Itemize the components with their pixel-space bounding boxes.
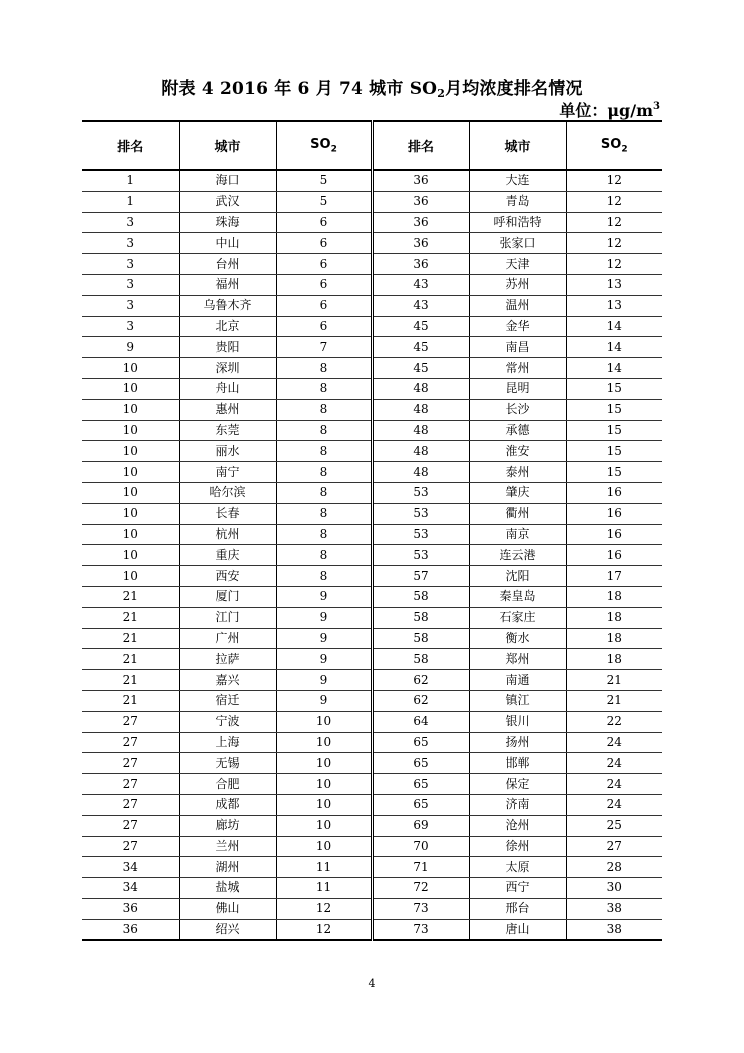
city-left-cell: 丽水	[179, 441, 276, 462]
table-row	[82, 628, 662, 649]
rank-left-cell: 27	[82, 794, 179, 815]
so2-left-cell: 10	[276, 753, 372, 774]
rank-right-cell: 48	[372, 399, 469, 420]
rank-left-cell: 27	[82, 732, 179, 753]
table-row	[82, 524, 662, 545]
so2-left-cell: 8	[276, 503, 372, 524]
so2-left-cell: 9	[276, 607, 372, 628]
city-right-cell: 长沙	[469, 399, 566, 420]
city-right-cell: 衢州	[469, 503, 566, 524]
table-row	[82, 274, 662, 295]
city-right-cell: 大连	[469, 170, 566, 191]
so2-right-cell: 24	[566, 774, 662, 795]
city-right-cell: 承德	[469, 420, 566, 441]
so2-right-cell: 17	[566, 566, 662, 587]
city-left-cell: 西安	[179, 566, 276, 587]
table-row	[82, 857, 662, 878]
table-row	[82, 212, 662, 233]
so2-right-cell: 15	[566, 378, 662, 399]
city-right-cell: 昆明	[469, 378, 566, 399]
so2-right-cell: 12	[566, 191, 662, 212]
so2-left-cell: 7	[276, 337, 372, 358]
city-right-cell: 淮安	[469, 441, 566, 462]
rank-left-cell: 10	[82, 462, 179, 483]
so2-right-cell: 14	[566, 337, 662, 358]
city-right-cell: 常州	[469, 358, 566, 379]
city-left-cell: 武汉	[179, 191, 276, 212]
table-row	[82, 794, 662, 815]
city-left-cell: 台州	[179, 254, 276, 275]
city-right-cell: 衡水	[469, 628, 566, 649]
rank-left-cell: 27	[82, 836, 179, 857]
rank-right-cell: 58	[372, 586, 469, 607]
so2-left-cell: 9	[276, 628, 372, 649]
city-left-cell: 珠海	[179, 212, 276, 233]
table-row	[82, 254, 662, 275]
city-left-cell: 拉萨	[179, 649, 276, 670]
city-right-cell: 青岛	[469, 191, 566, 212]
rank-left-cell: 21	[82, 607, 179, 628]
table-row	[82, 836, 662, 857]
table-row	[82, 690, 662, 711]
table-row	[82, 732, 662, 753]
city-left-cell: 中山	[179, 233, 276, 254]
rank-right-cell: 53	[372, 545, 469, 566]
so2-right-cell: 12	[566, 233, 662, 254]
table-row	[82, 503, 662, 524]
rank-right-cell: 57	[372, 566, 469, 587]
rank-left-cell: 21	[82, 690, 179, 711]
so2-right-cell: 15	[566, 441, 662, 462]
so2-left-cell: 8	[276, 441, 372, 462]
city-right-cell: 金华	[469, 316, 566, 337]
so2-left-cell: 6	[276, 274, 372, 295]
so2-left-cell: 10	[276, 794, 372, 815]
table-row	[82, 815, 662, 836]
rank-right-cell: 73	[372, 919, 469, 940]
city-left-cell: 深圳	[179, 358, 276, 379]
so2-left-cell: 11	[276, 857, 372, 878]
city-right-cell: 邢台	[469, 898, 566, 919]
so2-ranking-table	[82, 120, 662, 941]
table-row	[82, 545, 662, 566]
rank-right-cell: 65	[372, 732, 469, 753]
city-right-cell: 沧州	[469, 815, 566, 836]
rank-left-cell: 21	[82, 649, 179, 670]
table-row	[82, 295, 662, 316]
table-row	[82, 358, 662, 379]
rank-right-cell: 58	[372, 649, 469, 670]
rank-right-cell: 36	[372, 191, 469, 212]
rank-left-cell: 27	[82, 753, 179, 774]
table-row	[82, 566, 662, 587]
rank-left-cell: 21	[82, 670, 179, 691]
city-left-cell: 宁波	[179, 711, 276, 732]
city-left-cell: 盐城	[179, 878, 276, 899]
table-row	[82, 482, 662, 503]
rank-left-cell: 1	[82, 191, 179, 212]
header-city-right: 城市	[469, 121, 566, 170]
rank-left-cell: 3	[82, 233, 179, 254]
so2-left-cell: 8	[276, 545, 372, 566]
header-city-left: 城市	[179, 121, 276, 170]
so2-left-cell: 12	[276, 898, 372, 919]
so2-right-cell: 12	[566, 212, 662, 233]
so2-left-cell: 10	[276, 815, 372, 836]
city-right-cell: 扬州	[469, 732, 566, 753]
rank-right-cell: 53	[372, 503, 469, 524]
city-left-cell: 宿迁	[179, 690, 276, 711]
city-left-cell: 舟山	[179, 378, 276, 399]
rank-left-cell: 3	[82, 212, 179, 233]
so2-left-cell: 10	[276, 732, 372, 753]
rank-right-cell: 62	[372, 690, 469, 711]
table-row	[82, 441, 662, 462]
rank-right-cell: 69	[372, 815, 469, 836]
rank-right-cell: 36	[372, 233, 469, 254]
city-right-cell: 南通	[469, 670, 566, 691]
city-right-cell: 西宁	[469, 878, 566, 899]
table-row	[82, 753, 662, 774]
rank-right-cell: 48	[372, 378, 469, 399]
so2-left-cell: 8	[276, 566, 372, 587]
ranking-table-container	[82, 120, 662, 941]
city-left-cell: 杭州	[179, 524, 276, 545]
so2-right-cell: 13	[566, 295, 662, 316]
so2-left-cell: 9	[276, 586, 372, 607]
table-row	[82, 420, 662, 441]
so2-left-cell: 5	[276, 170, 372, 191]
city-right-cell: 肇庆	[469, 482, 566, 503]
so2-left-cell: 8	[276, 420, 372, 441]
so2-left-cell: 10	[276, 711, 372, 732]
city-left-cell: 厦门	[179, 586, 276, 607]
so2-right-cell: 18	[566, 628, 662, 649]
rank-left-cell: 21	[82, 628, 179, 649]
document-title: 附表 4 2016 年 6 月 74 城市 $SO_2$月均浓度排名情况	[161, 79, 583, 100]
so2-right-cell: 25	[566, 815, 662, 836]
city-right-cell: 泰州	[469, 462, 566, 483]
so2-left-cell: 6	[276, 212, 372, 233]
rank-left-cell: 10	[82, 399, 179, 420]
so2-left-cell: 8	[276, 378, 372, 399]
header-so2-right: $SO_2$	[566, 121, 662, 170]
rank-right-cell: 65	[372, 774, 469, 795]
city-left-cell: 海口	[179, 170, 276, 191]
so2-left-cell: 12	[276, 919, 372, 940]
rank-right-cell: 72	[372, 878, 469, 899]
table-row	[82, 399, 662, 420]
table-row	[82, 191, 662, 212]
city-right-cell: 南京	[469, 524, 566, 545]
rank-right-cell: 45	[372, 358, 469, 379]
rank-right-cell: 53	[372, 524, 469, 545]
table-row	[82, 670, 662, 691]
so2-right-cell: 15	[566, 462, 662, 483]
rank-left-cell: 34	[82, 857, 179, 878]
so2-right-cell: 18	[566, 649, 662, 670]
rank-right-cell: 36	[372, 212, 469, 233]
rank-left-cell: 36	[82, 919, 179, 940]
so2-right-cell: 16	[566, 503, 662, 524]
city-left-cell: 广州	[179, 628, 276, 649]
so2-right-cell: 18	[566, 586, 662, 607]
so2-right-cell: 24	[566, 794, 662, 815]
rank-left-cell: 34	[82, 878, 179, 899]
so2-right-cell: 38	[566, 919, 662, 940]
rank-left-cell: 10	[82, 482, 179, 503]
rank-right-cell: 53	[372, 482, 469, 503]
rank-left-cell: 10	[82, 441, 179, 462]
so2-left-cell: 8	[276, 399, 372, 420]
rank-left-cell: 27	[82, 815, 179, 836]
city-right-cell: 济南	[469, 794, 566, 815]
unit-label: 单位：$\mu g/m^3$	[559, 101, 660, 120]
so2-right-cell: 28	[566, 857, 662, 878]
header-rank-right: 排名	[372, 121, 469, 170]
so2-left-cell: 6	[276, 254, 372, 275]
so2-right-cell: 14	[566, 316, 662, 337]
so2-left-cell: 11	[276, 878, 372, 899]
city-right-cell: 沈阳	[469, 566, 566, 587]
city-left-cell: 湖州	[179, 857, 276, 878]
so2-right-cell: 14	[566, 358, 662, 379]
so2-left-cell: 6	[276, 233, 372, 254]
so2-left-cell: 8	[276, 482, 372, 503]
city-right-cell: 郑州	[469, 649, 566, 670]
table-row	[82, 711, 662, 732]
table-row	[82, 607, 662, 628]
city-left-cell: 福州	[179, 274, 276, 295]
so2-left-cell: 8	[276, 524, 372, 545]
so2-right-cell: 24	[566, 732, 662, 753]
rank-right-cell: 58	[372, 628, 469, 649]
rank-left-cell: 10	[82, 524, 179, 545]
rank-right-cell: 36	[372, 254, 469, 275]
city-right-cell: 呼和浩特	[469, 212, 566, 233]
rank-right-cell: 43	[372, 295, 469, 316]
rank-left-cell: 10	[82, 378, 179, 399]
city-left-cell: 成都	[179, 794, 276, 815]
city-left-cell: 贵阳	[179, 337, 276, 358]
city-left-cell: 兰州	[179, 836, 276, 857]
rank-left-cell: 36	[82, 898, 179, 919]
so2-left-cell: 6	[276, 295, 372, 316]
table-row	[82, 898, 662, 919]
page-number: 4	[368, 977, 376, 990]
city-right-cell: 天津	[469, 254, 566, 275]
rank-left-cell: 10	[82, 420, 179, 441]
rank-left-cell: 3	[82, 254, 179, 275]
rank-right-cell: 65	[372, 794, 469, 815]
city-left-cell: 合肥	[179, 774, 276, 795]
header-rank-left: 排名	[117, 140, 144, 155]
city-left-cell: 佛山	[179, 898, 276, 919]
so2-right-cell: 16	[566, 524, 662, 545]
city-left-cell: 江门	[179, 607, 276, 628]
rank-left-cell: 10	[82, 566, 179, 587]
rank-left-cell: 9	[82, 337, 179, 358]
city-right-cell: 连云港	[469, 545, 566, 566]
table-row	[82, 649, 662, 670]
rank-right-cell: 65	[372, 753, 469, 774]
rank-right-cell: 36	[372, 170, 469, 191]
rank-right-cell: 48	[372, 462, 469, 483]
so2-left-cell: 10	[276, 836, 372, 857]
so2-right-cell: 15	[566, 420, 662, 441]
table-row	[82, 774, 662, 795]
table-body	[82, 170, 662, 940]
so2-right-cell: 22	[566, 711, 662, 732]
city-left-cell: 绍兴	[179, 919, 276, 940]
city-right-cell: 太原	[469, 857, 566, 878]
rank-right-cell: 64	[372, 711, 469, 732]
rank-right-cell: 45	[372, 337, 469, 358]
table-row	[82, 462, 662, 483]
rank-left-cell: 21	[82, 586, 179, 607]
city-right-cell: 南昌	[469, 337, 566, 358]
so2-right-cell: 21	[566, 690, 662, 711]
so2-left-cell: 8	[276, 358, 372, 379]
so2-right-cell: 16	[566, 545, 662, 566]
city-left-cell: 南宁	[179, 462, 276, 483]
header-so2-left: $SO_2$	[276, 121, 372, 170]
so2-left-cell: 8	[276, 462, 372, 483]
rank-right-cell: 71	[372, 857, 469, 878]
so2-right-cell: 12	[566, 254, 662, 275]
city-right-cell: 保定	[469, 774, 566, 795]
city-left-cell: 廊坊	[179, 815, 276, 836]
so2-right-cell: 27	[566, 836, 662, 857]
city-left-cell: 乌鲁木齐	[179, 295, 276, 316]
so2-right-cell: 30	[566, 878, 662, 899]
city-right-cell: 张家口	[469, 233, 566, 254]
so2-right-cell: 24	[566, 753, 662, 774]
rank-right-cell: 70	[372, 836, 469, 857]
city-left-cell: 惠州	[179, 399, 276, 420]
so2-right-cell: 18	[566, 607, 662, 628]
city-right-cell: 镇江	[469, 690, 566, 711]
rank-right-cell: 43	[372, 274, 469, 295]
city-right-cell: 徐州	[469, 836, 566, 857]
city-right-cell: 石家庄	[469, 607, 566, 628]
city-left-cell: 上海	[179, 732, 276, 753]
so2-right-cell: 38	[566, 898, 662, 919]
rank-left-cell: 10	[82, 545, 179, 566]
rank-left-cell: 3	[82, 274, 179, 295]
table-header-row	[82, 121, 662, 170]
so2-right-cell: 15	[566, 399, 662, 420]
rank-left-cell: 27	[82, 774, 179, 795]
rank-left-cell: 10	[82, 503, 179, 524]
city-left-cell: 无锡	[179, 753, 276, 774]
table-row	[82, 586, 662, 607]
city-left-cell: 长春	[179, 503, 276, 524]
so2-right-cell: 16	[566, 482, 662, 503]
table-row	[82, 337, 662, 358]
so2-right-cell: 13	[566, 274, 662, 295]
table-row	[82, 233, 662, 254]
so2-left-cell: 9	[276, 690, 372, 711]
city-left-cell: 东莞	[179, 420, 276, 441]
city-right-cell: 温州	[469, 295, 566, 316]
city-left-cell: 北京	[179, 316, 276, 337]
city-right-cell: 苏州	[469, 274, 566, 295]
table-row	[82, 316, 662, 337]
rank-left-cell: 27	[82, 711, 179, 732]
rank-right-cell: 73	[372, 898, 469, 919]
rank-left-cell: 3	[82, 295, 179, 316]
city-right-cell: 邯郸	[469, 753, 566, 774]
city-left-cell: 嘉兴	[179, 670, 276, 691]
rank-left-cell: 3	[82, 316, 179, 337]
rank-right-cell: 45	[372, 316, 469, 337]
so2-left-cell: 9	[276, 670, 372, 691]
so2-left-cell: 6	[276, 316, 372, 337]
table-row	[82, 878, 662, 899]
rank-left-cell: 1	[82, 170, 179, 191]
so2-right-cell: 21	[566, 670, 662, 691]
city-right-cell: 秦皇岛	[469, 586, 566, 607]
table-row	[82, 919, 662, 940]
table-row	[82, 378, 662, 399]
city-right-cell: 唐山	[469, 919, 566, 940]
rank-right-cell: 48	[372, 420, 469, 441]
so2-left-cell: 9	[276, 649, 372, 670]
so2-left-cell: 5	[276, 191, 372, 212]
so2-left-cell: 10	[276, 774, 372, 795]
so2-right-cell: 12	[566, 170, 662, 191]
rank-right-cell: 62	[372, 670, 469, 691]
table-row	[82, 170, 662, 191]
rank-right-cell: 58	[372, 607, 469, 628]
rank-right-cell: 48	[372, 441, 469, 462]
city-left-cell: 哈尔滨	[179, 482, 276, 503]
city-left-cell: 重庆	[179, 545, 276, 566]
rank-left-cell: 10	[82, 358, 179, 379]
city-right-cell: 银川	[469, 711, 566, 732]
